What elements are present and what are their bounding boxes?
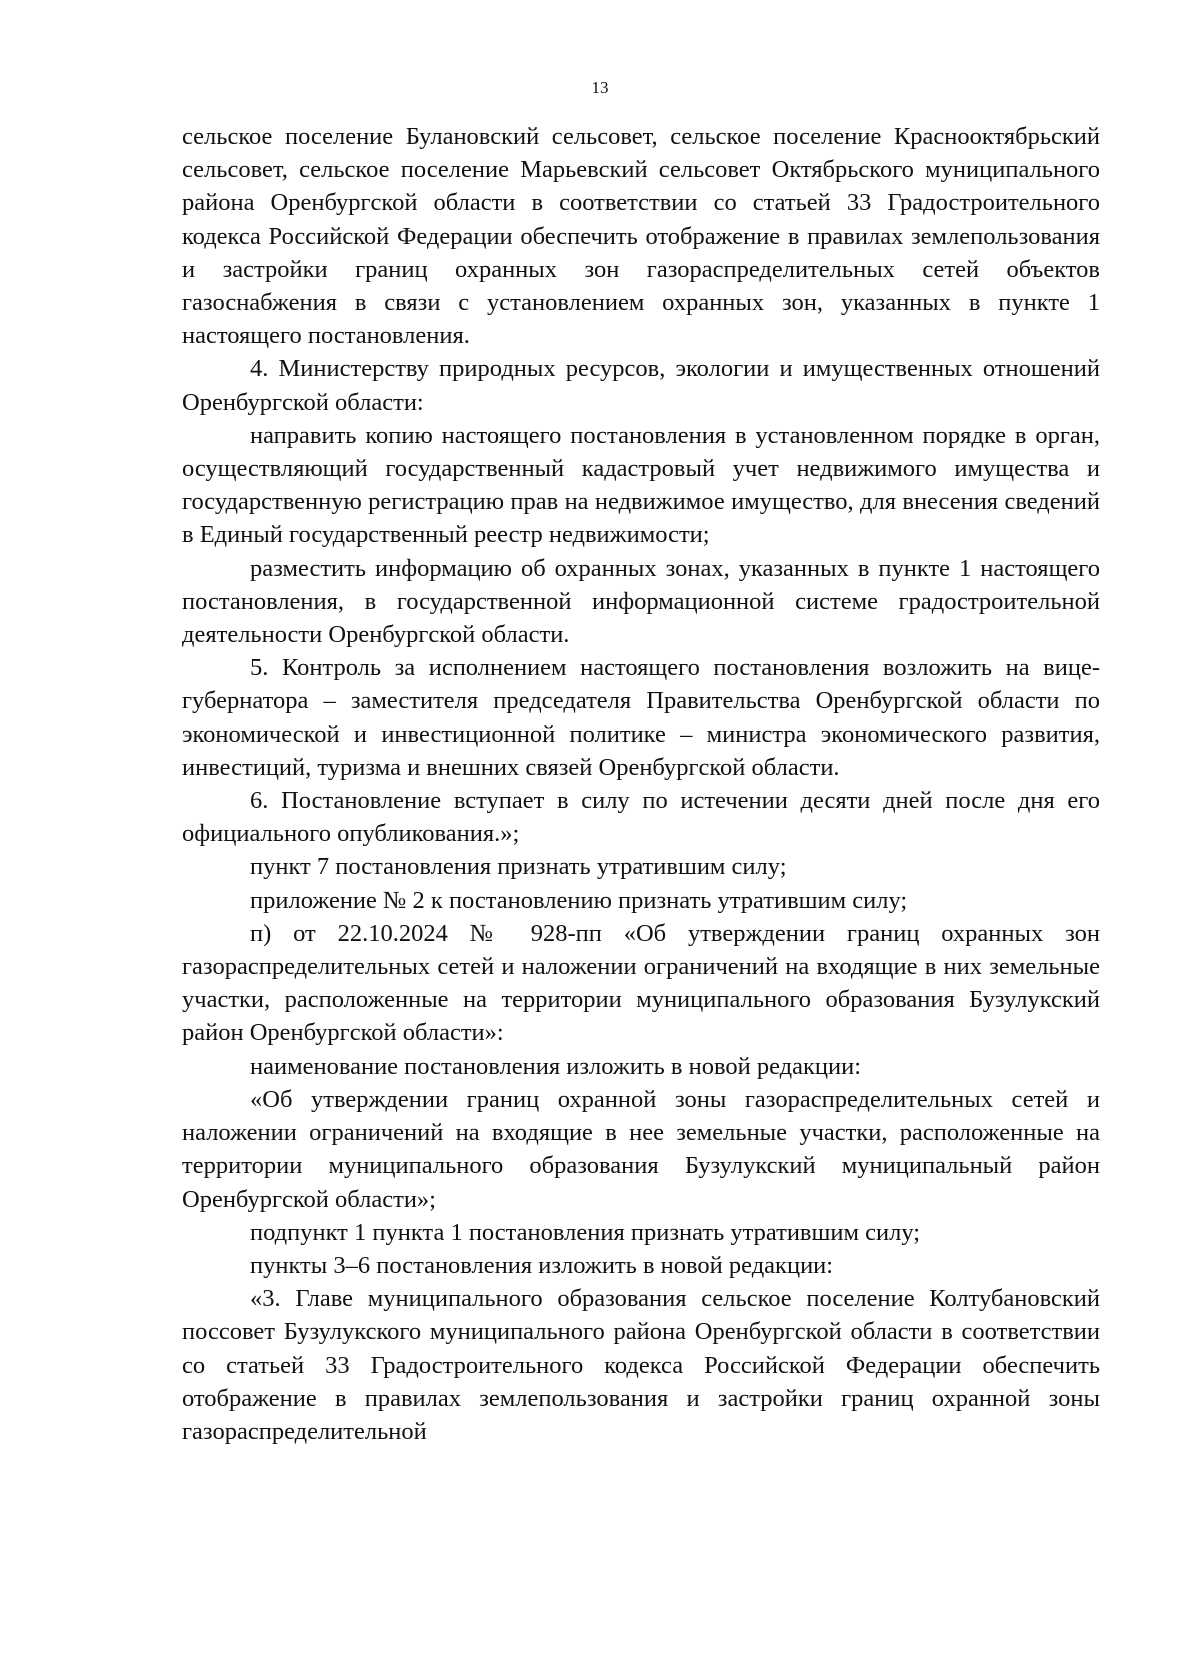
paragraph-points-3-6: пункты 3–6 постановления изложить в новой редакции:	[250, 1251, 834, 1279]
paragraph-subitem-p: п) от 22.10.2024 № 928-пп «Об утверждении границ охранных зон газораспределительных сетей и наложении ограничений на входящие в них земельные участки, расположенные на территории муниципального образования Бузулукский район Оренбургской области»:	[182, 919, 1100, 1047]
paragraph-item-5: 5. Контроль за исполнением настоящего постановления возложить на вице-губернатора – заместителя председателя Правительства Оренбургской области по экономической и инвестиционной политике – министра экономического развития, инвестиций, туризма и внешних связей Оренбургской области.	[182, 654, 1100, 781]
paragraph-new-item-3: «3. Главе муниципального образования сельское поселение Колтубановский поссовет Бузулукского муниципального района Оренбургской области в соответствии со статьей 33 Градостроительного кодекса Российской Федерации обеспечить отображение в правилах землепользования и застройки границ охранной зоны газораспределительной	[182, 1285, 1100, 1445]
document-body	[182, 120, 1100, 1448]
paragraph-point-7: пункт 7 постановления признать утратившим силу;	[250, 853, 787, 881]
page-number: 13	[591, 78, 609, 97]
paragraph-subpoint-1: подпункт 1 пункта 1 постановления признать утратившим силу;	[250, 1218, 921, 1246]
paragraph-title-new-edition: наименование постановления изложить в новой редакции:	[250, 1052, 862, 1080]
paragraph-publish-info: разместить информацию об охранных зонах, указанных в пункте 1 настоящего постановления, в государственной информационной системе градостроительной деятельности Оренбургской области.	[182, 554, 1100, 649]
paragraph-item-4: 4. Министерству природных ресурсов, экологии и имущественных отношений Оренбургской области:	[182, 355, 1100, 416]
paragraph-continuation: сельское поселение Булановский сельсовет, сельское поселение Краснооктябрьский сельсовет, сельское поселение Марьевский сельсовет Октябрьского муниципального района Оренбургской области в соответствии со статьей 33 Градостроительного кодекса Российской Федерации обеспечить отображение в правилах землепользования и застройки границ охранных зон газораспределительных сетей объектов газоснабжения в связи с установлением охранных зон, указанных в пункте 1 настоящего постановления.	[182, 123, 1100, 350]
paragraph-item-6: 6. Постановление вступает в силу по истечении десяти дней после дня его официального опубликования.»;	[182, 787, 1100, 848]
paragraph-new-title: «Об утверждении границ охранной зоны газораспределительных сетей и наложении ограничений на входящие в нее земельные участки, расположенные на территории муниципального образования Бузулукский муниципальный район Оренбургской области»;	[182, 1085, 1100, 1213]
paragraph-send-copy: направить копию настоящего постановления в установленном порядке в орган, осуществляющий государственный кадастровый учет недвижимого имущества и государственную регистрацию прав на недвижимое имущество, для внесения сведений в Единый государственный реестр недвижимости;	[182, 421, 1100, 549]
paragraph-appendix-2: приложение № 2 к постановлению признать утратившим силу;	[250, 886, 908, 914]
